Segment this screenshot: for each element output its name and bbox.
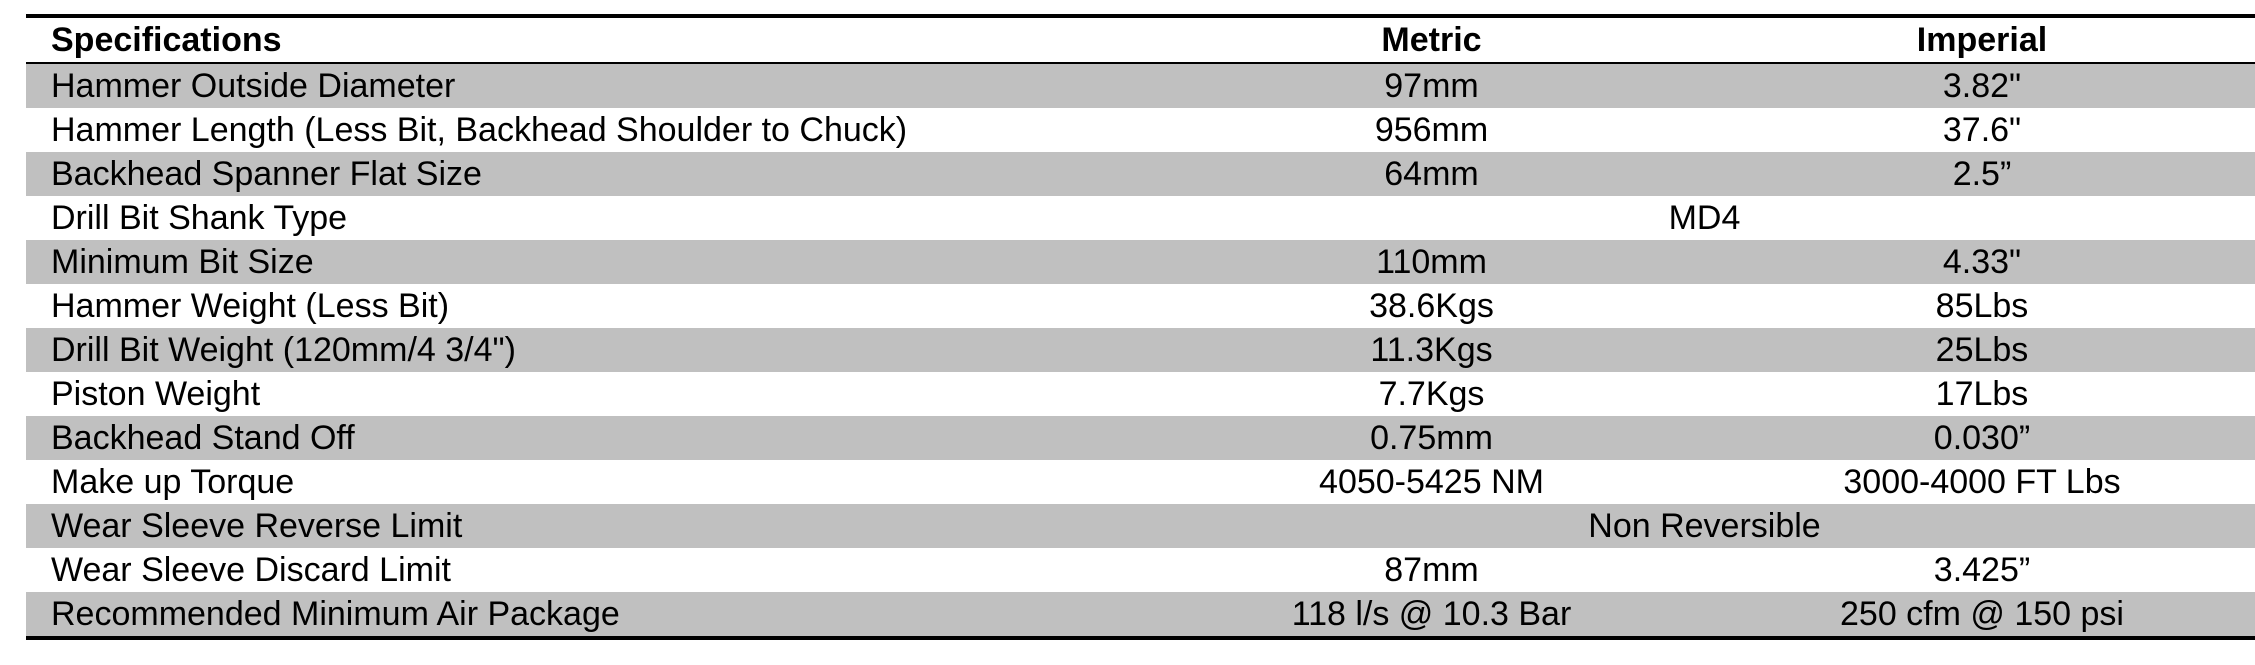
imperial-cell: 85Lbs (1935, 287, 2029, 325)
table-row (26, 416, 2255, 460)
spec-cell: Wear Sleeve Discard Limit (51, 551, 451, 589)
imperial-cell: 3.82" (1709, 63, 2255, 108)
header-specifications: Specifications (51, 21, 282, 59)
metric-cell: 97mm (1154, 63, 1709, 108)
imperial-cell: 3000-4000 FT Lbs (1843, 463, 2121, 501)
table-row (26, 592, 2255, 638)
table-row (26, 240, 2255, 284)
metric-cell: 0.75mm (1154, 416, 1709, 460)
spec-cell: Drill Bit Weight (120mm/4 3/4") (26, 328, 1154, 372)
imperial-cell: 3.425” (1933, 551, 2031, 589)
spec-cell: Hammer Weight (Less Bit) (51, 287, 450, 325)
metric-cell: 64mm (1154, 152, 1709, 196)
spec-cell: Hammer Length (Less Bit, Backhead Shoulder to Chuck) (51, 111, 908, 149)
spec-cell: Minimum Bit Size (26, 240, 1154, 284)
combined-value-cell: MD4 (1668, 199, 1741, 237)
spec-cell: Backhead Spanner Flat Size (26, 152, 1154, 196)
spec-cell: Drill Bit Shank Type (51, 199, 348, 237)
table-row (26, 152, 2255, 196)
header-row (26, 16, 2255, 63)
metric-cell: 4050-5425 NM (1319, 463, 1544, 501)
metric-cell: 7.7Kgs (1378, 375, 1485, 413)
header-metric: Metric (1381, 21, 1482, 59)
header-imperial: Imperial (1916, 21, 2048, 59)
imperial-cell: 0.030” (1709, 416, 2255, 460)
table-row (26, 196, 2255, 240)
table-row (26, 460, 2255, 504)
spec-cell: Hammer Outside Diameter (26, 63, 1154, 108)
table-row (26, 63, 2255, 108)
table-row (26, 548, 2255, 592)
table-row (26, 504, 2255, 548)
table-row (26, 328, 2255, 372)
spec-cell: Make up Torque (51, 463, 295, 501)
spec-table (26, 14, 2255, 640)
spec-cell: Backhead Stand Off (26, 416, 1154, 460)
table-row (26, 372, 2255, 416)
metric-cell: 11.3Kgs (1154, 328, 1709, 372)
metric-cell: 38.6Kgs (1369, 287, 1494, 325)
table-row (26, 284, 2255, 328)
spec-cell: Piston Weight (51, 375, 261, 413)
imperial-cell: 17Lbs (1935, 375, 2029, 413)
metric-cell: 87mm (1384, 551, 1479, 589)
metric-cell: 118 l/s @ 10.3 Bar (1154, 592, 1709, 638)
table-header (26, 16, 2255, 63)
table-body (26, 63, 2255, 638)
combined-value-cell: Non Reversible (1154, 504, 2255, 548)
metric-cell: 956mm (1374, 111, 1489, 149)
metric-cell: 110mm (1154, 240, 1709, 284)
table-row (26, 108, 2255, 152)
imperial-cell: 2.5” (1709, 152, 2255, 196)
imperial-cell: 25Lbs (1709, 328, 2255, 372)
spec-cell: Wear Sleeve Reverse Limit (26, 504, 1154, 548)
imperial-cell: 37.6" (1942, 111, 2022, 149)
imperial-cell: 250 cfm @ 150 psi (1709, 592, 2255, 638)
imperial-cell: 4.33" (1709, 240, 2255, 284)
spec-cell: Recommended Minimum Air Package (26, 592, 1154, 638)
